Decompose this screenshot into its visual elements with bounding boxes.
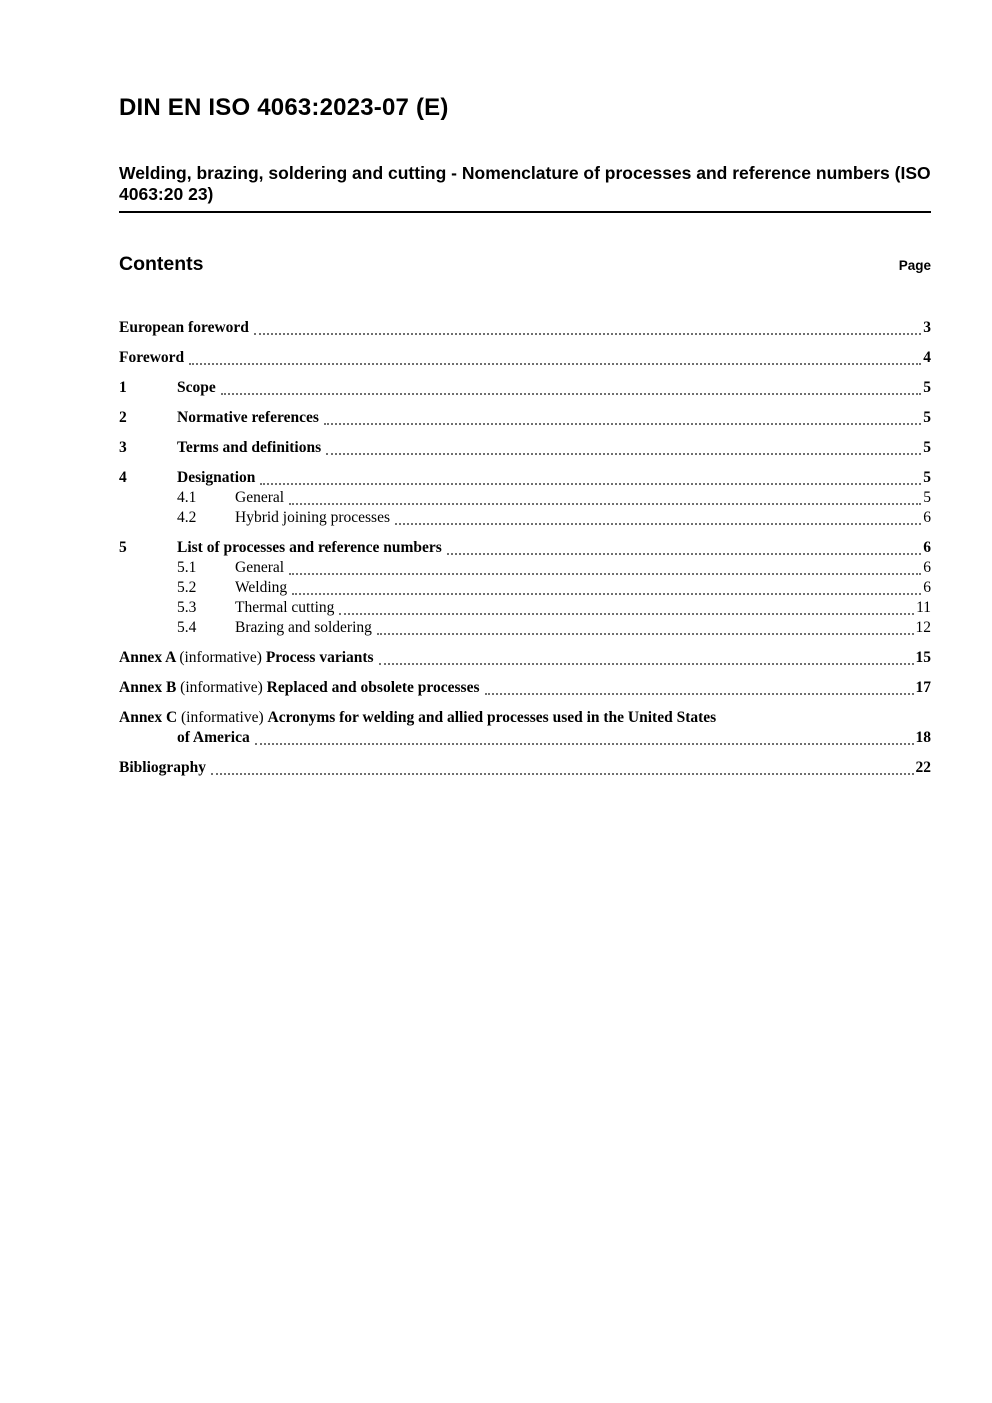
toc-list [119,318,931,778]
toc-entry-line [177,508,931,528]
document-page [119,0,931,778]
annex-prefix: Annex B [119,679,181,696]
toc-entry-label: European foreword [119,319,249,336]
toc-entry-label [119,678,480,698]
toc-entry-label: Thermal cutting [235,599,335,616]
dotted-leader [249,318,923,338]
toc-entry-line [119,538,931,558]
dotted-leader [321,438,923,458]
toc-entry-line [119,318,931,338]
dotted-leader [374,648,916,668]
annex-qualifier: (informative) [179,649,266,666]
toc-page-number: 12 [915,619,931,636]
annex-prefix: Annex C [119,709,182,726]
dotted-leader [184,348,923,368]
toc-entry-number: 5 [119,539,127,556]
dotted-leader [480,678,916,698]
dotted-leader [284,488,923,508]
toc-entry-number: 3 [119,439,127,456]
dotted-leader [390,508,923,528]
toc-entry-label: Terms and definitions [177,439,322,456]
toc-entry-line [119,408,931,428]
dotted-leader [216,378,924,398]
toc-entry-line [177,558,931,578]
toc-entry[interactable] [119,618,931,638]
toc-entry-label: Normative references [177,409,319,426]
toc-entry[interactable] [119,378,931,398]
toc-entry-line [119,678,931,698]
toc-entry[interactable] [119,438,931,458]
toc-entry-number: 1 [119,379,127,396]
toc-entry-label: Foreword [119,349,185,366]
toc-entry-number: 5.3 [177,599,197,616]
toc-entry[interactable] [119,408,931,428]
toc-entry-label [119,708,716,728]
contents-header-row [119,253,931,275]
toc-entry-label: Welding [235,579,288,596]
toc-page-number: 17 [915,679,931,696]
dotted-leader [372,618,916,638]
dotted-leader [250,728,916,748]
toc-entry-number: 2 [119,409,127,426]
toc-entry-line [119,468,931,488]
toc-entry-label: Brazing and soldering [235,619,372,636]
dotted-leader [287,578,923,598]
toc-entry[interactable] [119,758,931,778]
toc-entry[interactable] [119,578,931,598]
toc-entry[interactable] [119,468,931,488]
toc-entry-number: 5.4 [177,619,197,636]
toc-entry-label: General [235,559,285,576]
dotted-leader [284,558,923,578]
toc-entry-line [119,758,931,778]
dotted-leader [319,408,923,428]
toc-entry-line [119,378,931,398]
toc-page-number: 11 [916,599,931,616]
toc-entry-line-continued [177,728,931,748]
toc-entry[interactable] [119,648,931,668]
toc-entry[interactable] [119,508,931,528]
dotted-leader [442,538,923,558]
toc-entry[interactable] [119,598,931,618]
toc-entry-number: 5.1 [177,559,197,576]
toc-page-number: 18 [915,729,931,746]
contents-heading: Contents [119,253,204,275]
toc-page-number: 5 [923,469,931,486]
toc-entry-line [177,618,931,638]
toc-page-number: 4 [923,349,931,366]
toc-page-number: 5 [923,489,931,506]
toc-entry[interactable] [119,678,931,698]
toc-entry-line [119,648,931,668]
toc-page-number: 6 [923,579,931,596]
toc-entry-number: 4.2 [177,509,197,526]
document-subtitle: Welding, brazing, soldering and cutting - Nomenclature of processes and reference numbers (ISO 4063:20 23) [119,163,931,213]
toc-entry-label-continued: of America [177,729,250,746]
toc-entry[interactable] [119,558,931,578]
toc-entry[interactable] [119,538,931,558]
toc-entry-number: 5.2 [177,579,197,596]
dotted-leader [255,468,923,488]
toc-page-number: 6 [923,509,931,526]
toc-page-number: 6 [923,559,931,576]
toc-page-number: 22 [915,759,931,776]
toc-entry-label: Hybrid joining processes [235,509,390,526]
annex-prefix: Annex A [119,649,180,666]
toc-page-number: 6 [923,539,931,556]
toc-page-number: 3 [923,319,931,336]
toc-entry[interactable] [119,318,931,338]
toc-entry-label [119,648,374,668]
toc-entry-line [177,598,931,618]
toc-entry-line [119,348,931,368]
toc-page-number: 5 [923,439,931,456]
annex-title: Process variants [265,649,374,666]
toc-entry-line [177,488,931,508]
toc-entry-label: Bibliography [119,759,206,776]
toc-entry-label: List of processes and reference numbers [177,539,442,556]
toc-entry[interactable] [119,348,931,368]
dotted-leader [206,758,916,778]
toc-entry-number: 4 [119,469,127,486]
annex-title: Replaced and obsolete processes [266,679,480,696]
document-title: DIN EN ISO 4063:2023-07 (E) [119,94,449,121]
toc-page-number: 5 [923,409,931,426]
toc-page-number: 15 [915,649,931,666]
toc-entry[interactable] [119,488,931,508]
page-column-label: Page [898,258,931,273]
toc-entry-line [177,578,931,598]
toc-entry[interactable] [119,708,931,748]
toc-entry-line [119,708,931,728]
dotted-leader [334,598,916,618]
toc-entry-label: Scope [177,379,216,396]
toc-entry-line [119,438,931,458]
annex-qualifier: (informative) [180,679,267,696]
annex-title: Acronyms for welding and allied processes used in the United States [267,709,717,726]
toc-entry-number: 4.1 [177,489,197,506]
toc-entry-label: General [235,489,285,506]
toc-page-number: 5 [923,379,931,396]
annex-qualifier: (informative) [181,709,268,726]
toc-entry-label: Designation [177,469,256,486]
